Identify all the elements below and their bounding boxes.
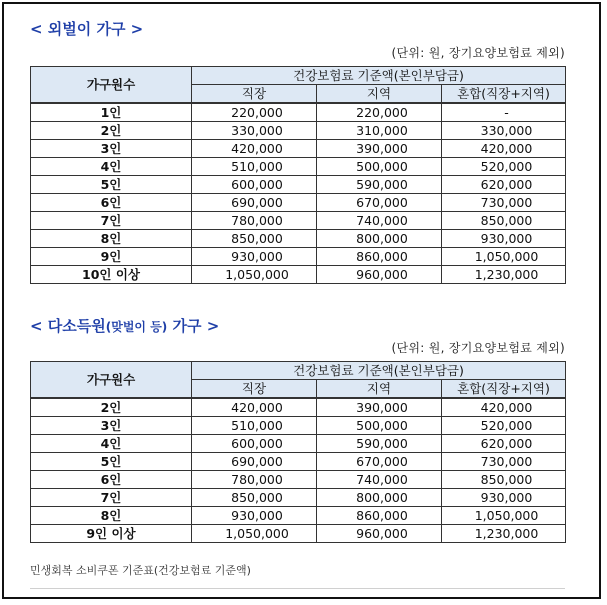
household-size-cell: 2인 [31, 398, 192, 417]
household-size-cell: 4인 [31, 158, 192, 176]
mixed-value-cell: 620,000 [442, 435, 566, 453]
regional-value-cell: 670,000 [317, 194, 442, 212]
household-size-cell: 9인 이상 [31, 525, 192, 543]
mixed-value-cell: - [442, 103, 566, 122]
single-income-table-body [31, 103, 566, 284]
header-insurance-base: 건강보험료 기준액(본인부담금) [192, 67, 566, 85]
workplace-value-cell: 220,000 [192, 103, 317, 122]
workplace-value-cell: 600,000 [192, 176, 317, 194]
mixed-value-cell: 930,000 [442, 230, 566, 248]
regional-value-cell: 390,000 [317, 398, 442, 417]
mixed-value-cell: 620,000 [442, 176, 566, 194]
table-row [31, 266, 566, 284]
workplace-value-cell: 780,000 [192, 471, 317, 489]
table-row [31, 122, 566, 140]
mixed-value-cell: 420,000 [442, 398, 566, 417]
table-row [31, 194, 566, 212]
household-size-cell: 7인 [31, 212, 192, 230]
workplace-value-cell: 420,000 [192, 398, 317, 417]
header-mixed: 혼합(직장+지역) [442, 380, 566, 399]
table-row [31, 507, 566, 525]
household-size-cell: 1인 [31, 103, 192, 122]
regional-value-cell: 740,000 [317, 471, 442, 489]
regional-value-cell: 960,000 [317, 525, 442, 543]
workplace-value-cell: 1,050,000 [192, 525, 317, 543]
regional-value-cell: 310,000 [317, 122, 442, 140]
regional-value-cell: 800,000 [317, 230, 442, 248]
header-household-size: 가구원수 [31, 362, 192, 399]
header-workplace: 직장 [192, 380, 317, 399]
regional-value-cell: 390,000 [317, 140, 442, 158]
multi-income-table-body [31, 398, 566, 543]
regional-value-cell: 590,000 [317, 435, 442, 453]
regional-value-cell: 500,000 [317, 417, 442, 435]
table-row [31, 435, 566, 453]
header-insurance-base: 건강보험료 기준액(본인부담금) [192, 362, 566, 380]
mixed-value-cell: 1,230,000 [442, 525, 566, 543]
table-row [31, 471, 566, 489]
regional-value-cell: 500,000 [317, 158, 442, 176]
table-row [31, 212, 566, 230]
household-size-cell: 9인 [31, 248, 192, 266]
household-size-cell: 3인 [31, 140, 192, 158]
household-size-cell: 7인 [31, 489, 192, 507]
household-size-cell: 3인 [31, 417, 192, 435]
workplace-value-cell: 850,000 [192, 230, 317, 248]
workplace-value-cell: 690,000 [192, 453, 317, 471]
workplace-value-cell: 930,000 [192, 507, 317, 525]
section2-title-small: (맞벌이 등) [105, 320, 168, 334]
workplace-value-cell: 510,000 [192, 158, 317, 176]
table-row [31, 248, 566, 266]
table-row [31, 417, 566, 435]
mixed-value-cell: 520,000 [442, 417, 566, 435]
table-row [31, 453, 566, 471]
mixed-value-cell: 1,230,000 [442, 266, 566, 284]
mixed-value-cell: 1,050,000 [442, 248, 566, 266]
table-row [31, 158, 566, 176]
household-size-cell: 5인 [31, 176, 192, 194]
household-size-cell: 10인 이상 [31, 266, 192, 284]
mixed-value-cell: 730,000 [442, 453, 566, 471]
header-household-size: 가구원수 [31, 67, 192, 104]
regional-value-cell: 800,000 [317, 489, 442, 507]
mixed-value-cell: 520,000 [442, 158, 566, 176]
header-regional: 지역 [317, 380, 442, 399]
workplace-value-cell: 510,000 [192, 417, 317, 435]
household-size-cell: 8인 [31, 507, 192, 525]
household-size-cell: 6인 [31, 194, 192, 212]
image-caption: 민생회복 소비쿠폰 기준표(건강보험료 기준액) [30, 564, 251, 577]
household-size-cell: 6인 [31, 471, 192, 489]
regional-value-cell: 220,000 [317, 103, 442, 122]
mixed-value-cell: 930,000 [442, 489, 566, 507]
table-row [31, 398, 566, 417]
mixed-value-cell: 730,000 [442, 194, 566, 212]
regional-value-cell: 860,000 [317, 248, 442, 266]
household-size-cell: 8인 [31, 230, 192, 248]
workplace-value-cell: 930,000 [192, 248, 317, 266]
section2-title-suffix: 가구 > [172, 317, 220, 335]
section2-unit-note: (단위: 원, 장기요양보험료 제외) [391, 341, 565, 355]
header-workplace: 직장 [192, 85, 317, 104]
workplace-value-cell: 1,050,000 [192, 266, 317, 284]
workplace-value-cell: 780,000 [192, 212, 317, 230]
workplace-value-cell: 330,000 [192, 122, 317, 140]
section2-title [30, 315, 219, 336]
section1-unit-note: (단위: 원, 장기요양보험료 제외) [391, 46, 565, 60]
header-regional: 지역 [317, 85, 442, 104]
table-row [31, 176, 566, 194]
mixed-value-cell: 330,000 [442, 122, 566, 140]
mixed-value-cell: 850,000 [442, 471, 566, 489]
regional-value-cell: 860,000 [317, 507, 442, 525]
workplace-value-cell: 850,000 [192, 489, 317, 507]
household-size-cell: 2인 [31, 122, 192, 140]
table-row [31, 489, 566, 507]
multi-income-table [30, 361, 566, 543]
table-row [31, 140, 566, 158]
footer-divider [30, 588, 565, 589]
workplace-value-cell: 690,000 [192, 194, 317, 212]
household-size-cell: 5인 [31, 453, 192, 471]
regional-value-cell: 670,000 [317, 453, 442, 471]
mixed-value-cell: 850,000 [442, 212, 566, 230]
workplace-value-cell: 420,000 [192, 140, 317, 158]
mixed-value-cell: 420,000 [442, 140, 566, 158]
table-row [31, 230, 566, 248]
header-mixed: 혼합(직장+지역) [442, 85, 566, 104]
regional-value-cell: 590,000 [317, 176, 442, 194]
mixed-value-cell: 1,050,000 [442, 507, 566, 525]
regional-value-cell: 740,000 [317, 212, 442, 230]
single-income-table [30, 66, 566, 284]
household-size-cell: 4인 [31, 435, 192, 453]
regional-value-cell: 960,000 [317, 266, 442, 284]
section1-title: < 외벌이 가구 > [30, 20, 144, 38]
table-row [31, 103, 566, 122]
section2-title-prefix: < 다소득원 [30, 317, 106, 335]
workplace-value-cell: 600,000 [192, 435, 317, 453]
table-row [31, 525, 566, 543]
